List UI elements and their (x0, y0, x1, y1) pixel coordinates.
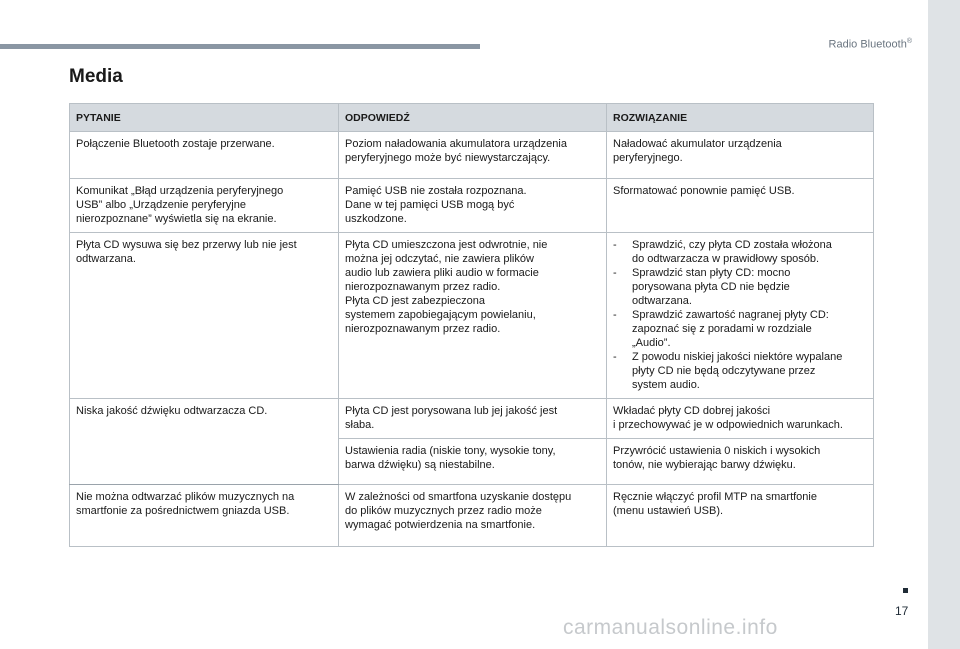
table-row (70, 132, 874, 179)
question-cell: Niska jakość dźwięku odtwarzacza CD. (70, 399, 339, 485)
troubleshooting-table (69, 103, 874, 547)
header-accent-bar (0, 44, 480, 49)
page-number: 17 (895, 604, 909, 618)
table-row (70, 179, 874, 233)
section-title: Media (69, 66, 123, 87)
question-cell: Płyta CD wysuwa się bez przerwy lub nie jest odtwarzana. (70, 233, 339, 399)
question-cell: Komunikat „Błąd urządzenia peryferyjnego USB” albo „Urządzenie peryferyjne nierozpoznane” wyświetla się na ekranie. (70, 179, 339, 233)
solution-cell (607, 233, 874, 399)
table-row (70, 233, 874, 399)
answer-cell: Ustawienia radia (niskie tony, wysokie tony, barwa dźwięku) są niestabilne. (339, 439, 607, 485)
watermark: carmanualsonline.info (563, 616, 778, 639)
question-cell: Nie można odtwarzać plików muzycznych na smartfonie za pośrednictwem gniazda USB. (70, 485, 339, 547)
column-header-solution: ROZWIĄZANIE (607, 104, 874, 132)
list-item: - Sprawdzić, czy płyta CD została włożona do odtwarzacza w prawidłowy sposób. (613, 238, 867, 266)
table-row (70, 399, 874, 439)
column-header-answer: ODPOWIEDŹ (339, 104, 607, 132)
question-cell: Połączenie Bluetooth zostaje przerwane. (70, 132, 339, 179)
list-item: - Sprawdzić zawartość nagranej płyty CD: zapoznać się z poradami w rozdziale „Audio”. (613, 308, 867, 350)
solution-list (613, 238, 867, 392)
list-item: - Sprawdzić stan płyty CD: mocno porysowana płyta CD nie będzie odtwarzana. (613, 266, 867, 308)
answer-cell: Poziom naładowania akumulatora urządzenia peryferyjnego może być niewystarczający. (339, 132, 607, 179)
answer-cell: Pamięć USB nie została rozpoznana. Dane w tej pamięci USB mogą być uszkodzone. (339, 179, 607, 233)
chapter-title: Radio Bluetooth® (828, 38, 912, 51)
answer-cell: Płyta CD umieszczona jest odwrotnie, nie można jej odczytać, nie zawiera plików audio lub zawiera pliki audio w formacie nierozpoznawanym przez radio. Płyta CD jest zabezpieczona systemem zapobiegającym powielaniu, nierozpoznawanym przez radio. (339, 233, 607, 399)
solution-cell: Wkładać płyty CD dobrej jakości i przechowywać je w odpowiednich warunkach. (607, 399, 874, 439)
solution-cell: Naładować akumulator urządzenia peryferyjnego. (607, 132, 874, 179)
table-header-row (70, 104, 874, 132)
page-side-strip (928, 0, 960, 649)
solution-cell: Sformatować ponownie pamięć USB. (607, 179, 874, 233)
column-header-question: PYTANIE (70, 104, 339, 132)
answer-cell: Płyta CD jest porysowana lub jej jakość jest słaba. (339, 399, 607, 439)
list-item: - Z powodu niskiej jakości niektóre wypalane płyty CD nie będą odczytywane przez system audio. (613, 350, 867, 392)
solution-cell: Ręcznie włączyć profil MTP na smartfonie (menu ustawień USB). (607, 485, 874, 547)
table-row (70, 485, 874, 547)
answer-cell: W zależności od smartfona uzyskanie dostępu do plików muzycznych przez radio może wymagać potwierdzenia na smartfonie. (339, 485, 607, 547)
page-marker-dot (903, 588, 908, 593)
solution-cell: Przywrócić ustawienia 0 niskich i wysokich tonów, nie wybierając barwy dźwięku. (607, 439, 874, 485)
